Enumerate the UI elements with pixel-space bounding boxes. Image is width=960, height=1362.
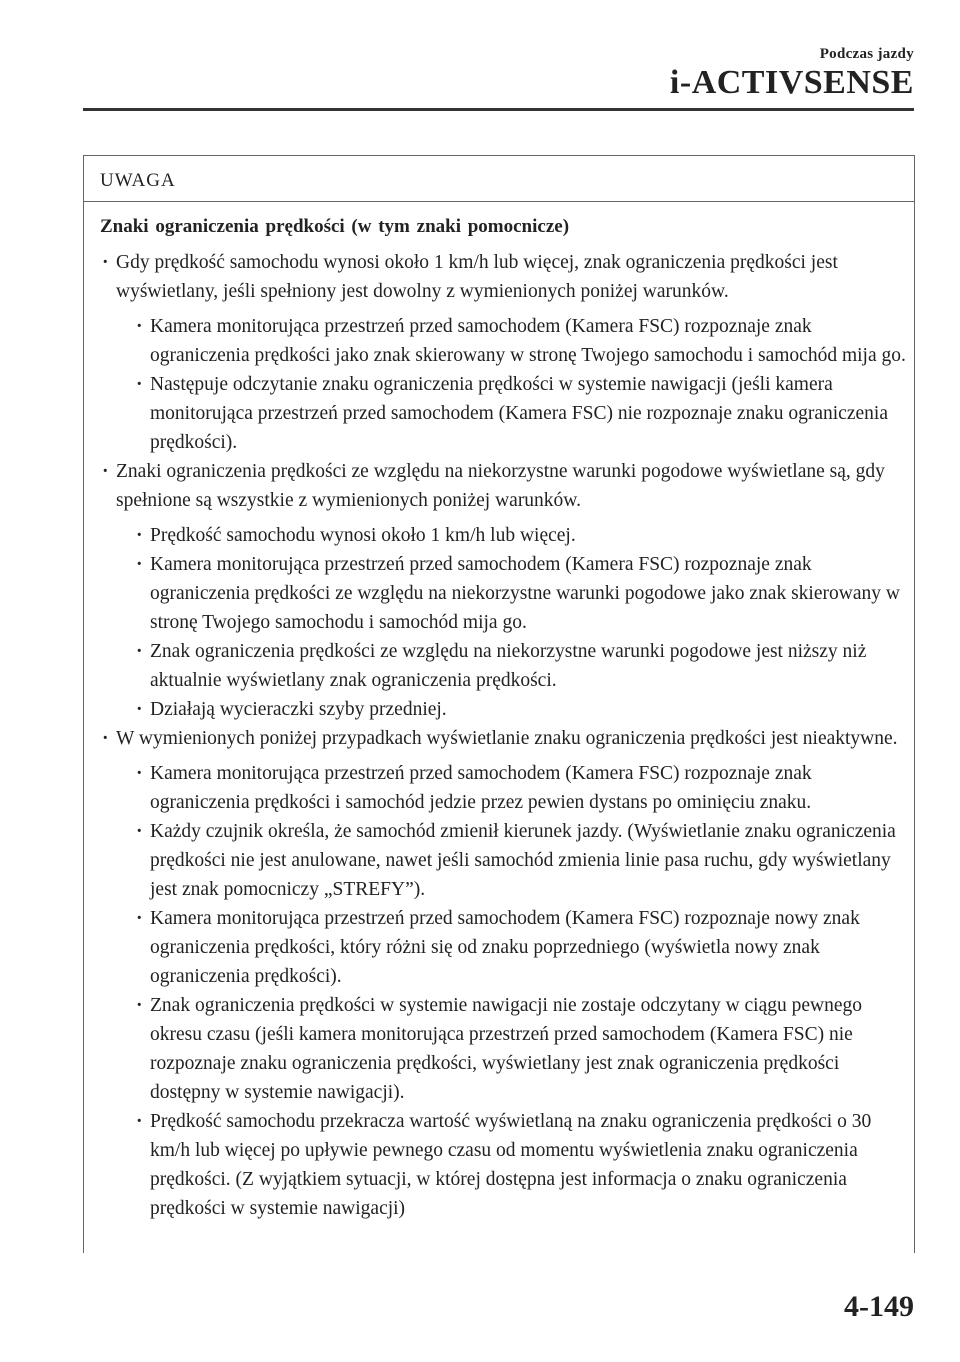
note-box bbox=[83, 155, 915, 1253]
note-header bbox=[84, 156, 914, 202]
sub-list bbox=[116, 759, 908, 1223]
note-body bbox=[84, 202, 914, 1223]
note-label: UWAGA bbox=[100, 170, 176, 191]
list-item bbox=[100, 724, 908, 1223]
note-item-list bbox=[100, 248, 908, 1223]
sub-list-item: · Prędkość samochodu wynosi około 1 km/h lub więcej. bbox=[134, 521, 908, 550]
sub-list-item: · Prędkość samochodu przekracza wartość wyświetlaną na znaku ograniczenia prędkości o 30 km/h lub więcej po upływie pewnego czasu od momentu wyświetlenia znaku ograniczenia prędkości. (Z wyjątkiem sytuacji, w której dostępna jest informacja o znaku ograniczenia prędkości w systemie nawigacji) bbox=[134, 1107, 908, 1223]
sub-list bbox=[116, 521, 908, 724]
list-item-text: W wymienionych poniżej przypadkach wyświetlanie znaku ograniczenia prędkości jest nieaktywne. bbox=[116, 728, 898, 749]
list-item bbox=[100, 248, 908, 457]
list-item bbox=[100, 457, 908, 724]
sub-list-item: · Kamera monitorująca przestrzeń przed samochodem (Kamera FSC) rozpoznaje znak ograniczenia prędkości jako znak skierowany w stronę Twojego samochodu i samochód mija go. bbox=[134, 312, 908, 370]
sub-list-item: · Działają wycieraczki szyby przedniej. bbox=[134, 695, 908, 724]
note-subtitle: Znaki ograniczenia prędkości (w tym znaki pomocnicze) bbox=[100, 216, 570, 237]
list-item-text: Znaki ograniczenia prędkości ze względu na niekorzystne warunki pogodowe wyświetlane są, gdy spełnione są wszystkie z wymienionych poniżej warunków. bbox=[116, 461, 885, 511]
sub-list-item: · Każdy czujnik określa, że samochód zmienił kierunek jazdy. (Wyświetlanie znaku ograniczenia prędkości nie jest anulowane, nawet jeśli samochód zmienia linie pasa ruchu, gdy wyświetlany jest znak pomocniczy „STREFY”). bbox=[134, 817, 908, 904]
sub-list-item: · Następuje odczytanie znaku ograniczenia prędkości w systemie nawigacji (jeśli kamera monitorująca przestrzeń przed samochodem (Kamera FSC) nie rozpoznaje znaku ograniczenia prędkości). bbox=[134, 370, 908, 457]
page-number: 4-149 bbox=[844, 1290, 914, 1323]
sub-list bbox=[116, 312, 908, 457]
sub-list-item: · Znak ograniczenia prędkości w systemie nawigacji nie zostaje odczytany w ciągu pewnego okresu czasu (jeśli kamera monitorująca przestrzeń przed samochodem (Kamera FSC) nie rozpoznaje znaku ograniczenia prędkości, wyświetlany jest znak ograniczenia prędkości dostępny w systemie nawigacji). bbox=[134, 991, 908, 1107]
sub-list-item: · Znak ograniczenia prędkości ze względu na niekorzystne warunki pogodowe jest niższy niż aktualnie wyświetlany znak ograniczenia prędkości. bbox=[134, 637, 908, 695]
section-label: Podczas jazdy bbox=[819, 46, 914, 62]
section-title: i-ACTIVSENSE bbox=[669, 64, 914, 101]
list-item-text: Gdy prędkość samochodu wynosi około 1 km/h lub więcej, znak ograniczenia prędkości jest wyświetlany, jeśli spełniony jest dowolny z wymienionych poniżej warunków. bbox=[116, 252, 838, 302]
sub-list-item: · Kamera monitorująca przestrzeń przed samochodem (Kamera FSC) rozpoznaje nowy znak ograniczenia prędkości, który różni się od znaku poprzedniego (wyświetla nowy znak ograniczenia prędkości). bbox=[134, 904, 908, 991]
sub-list-item: · Kamera monitorująca przestrzeń przed samochodem (Kamera FSC) rozpoznaje znak ograniczenia prędkości i samochód jedzie przez pewien dystans po ominięciu znaku. bbox=[134, 759, 908, 817]
header-divider bbox=[83, 108, 914, 111]
page-header bbox=[670, 46, 914, 101]
sub-list-item: · Kamera monitorująca przestrzeń przed samochodem (Kamera FSC) rozpoznaje znak ograniczenia prędkości ze względu na niekorzystne warunki pogodowe jako znak skierowany w stronę Twojego samochodu i samochód mija go. bbox=[134, 550, 908, 637]
